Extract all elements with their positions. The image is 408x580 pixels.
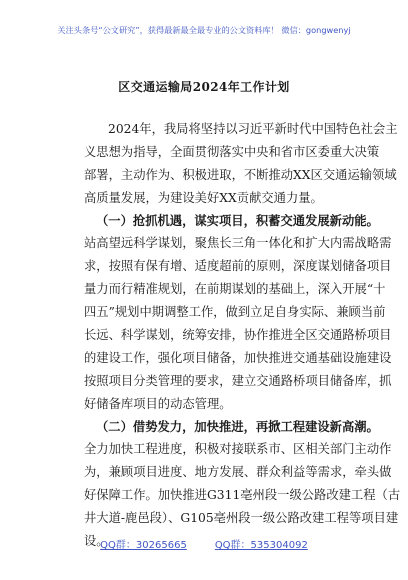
document-body xyxy=(84,118,401,553)
paragraph-line: 站高望远科学谋划，聚焦长三角一体化和扩大内需战略需 xyxy=(84,236,392,251)
qq-group-link-1[interactable]: QQ群：30265665 xyxy=(100,540,187,551)
paragraph-line: 为，兼顾项目进度、地方发展、群众利益等需求，牵头做 xyxy=(84,465,392,480)
paragraph-line: 的建设工作，强化项目储备，加快推进交通基础设施建设 xyxy=(84,350,392,365)
paragraph-line: 长远、科学谋划，统筹安排，协作推进全区交通路桥项目 xyxy=(84,328,392,343)
paragraph-line: 部署，主动作为、积极进取，不断推动XX区交通运输领域 xyxy=(84,167,397,182)
paragraph-line: 井大道-鹿邑段）、G105亳州段一级公路改建工程等项目建 xyxy=(84,511,399,526)
section-heading: （二）借势发力，加快推进，再掀工程建设新高潮。 xyxy=(96,418,379,434)
document-title: 区交通运输局2024年工作计划 xyxy=(118,80,290,94)
paragraph-line: 按照项目分类管理的要求，建立交通路桥项目储备库，抓 xyxy=(84,373,392,388)
paragraph-line: 义思想为指导，全面贯彻落实中央和省市区委重大决策 xyxy=(84,144,380,159)
paragraph-line: 2024年，我局将坚持以习近平新时代中国特色社会主 xyxy=(108,122,398,136)
footer xyxy=(0,536,408,551)
promo-banner: 关注头条号“公文研究”，获得最新最全最专业的公文资料库！ 微信：gongwenyj xyxy=(57,25,351,35)
paragraph-line: 好保障工作。加快推进G311亳州段一级公路改建工程（古 xyxy=(84,488,401,503)
paragraph-line: 全力加快工程进度，积极对接联系市、区相关部门主动作 xyxy=(84,442,392,457)
paragraph-line: 好储备库项目的动态管理。 xyxy=(84,396,232,411)
paragraph-line: 设。 xyxy=(84,534,109,549)
paragraph-line: 量力而行精准规划，在前期谋划的基础上，深入开展“十 xyxy=(84,282,386,297)
section-heading: （一）抢抓机遇，谋实项目，积蓄交通发展新动能。 xyxy=(96,212,379,228)
paragraph-line: 高质量发展，为建设美好XX贡献交通力量。 xyxy=(84,190,323,205)
paragraph-line: 求，按照有保有增、适度超前的原则，深度谋划储备项目 xyxy=(84,259,392,274)
qq-group-link-2[interactable]: QQ群：535304092 xyxy=(214,540,308,551)
paragraph-line: 四五”规划中期调整工作，做到立足自身实际、兼顾当前 xyxy=(84,305,386,320)
